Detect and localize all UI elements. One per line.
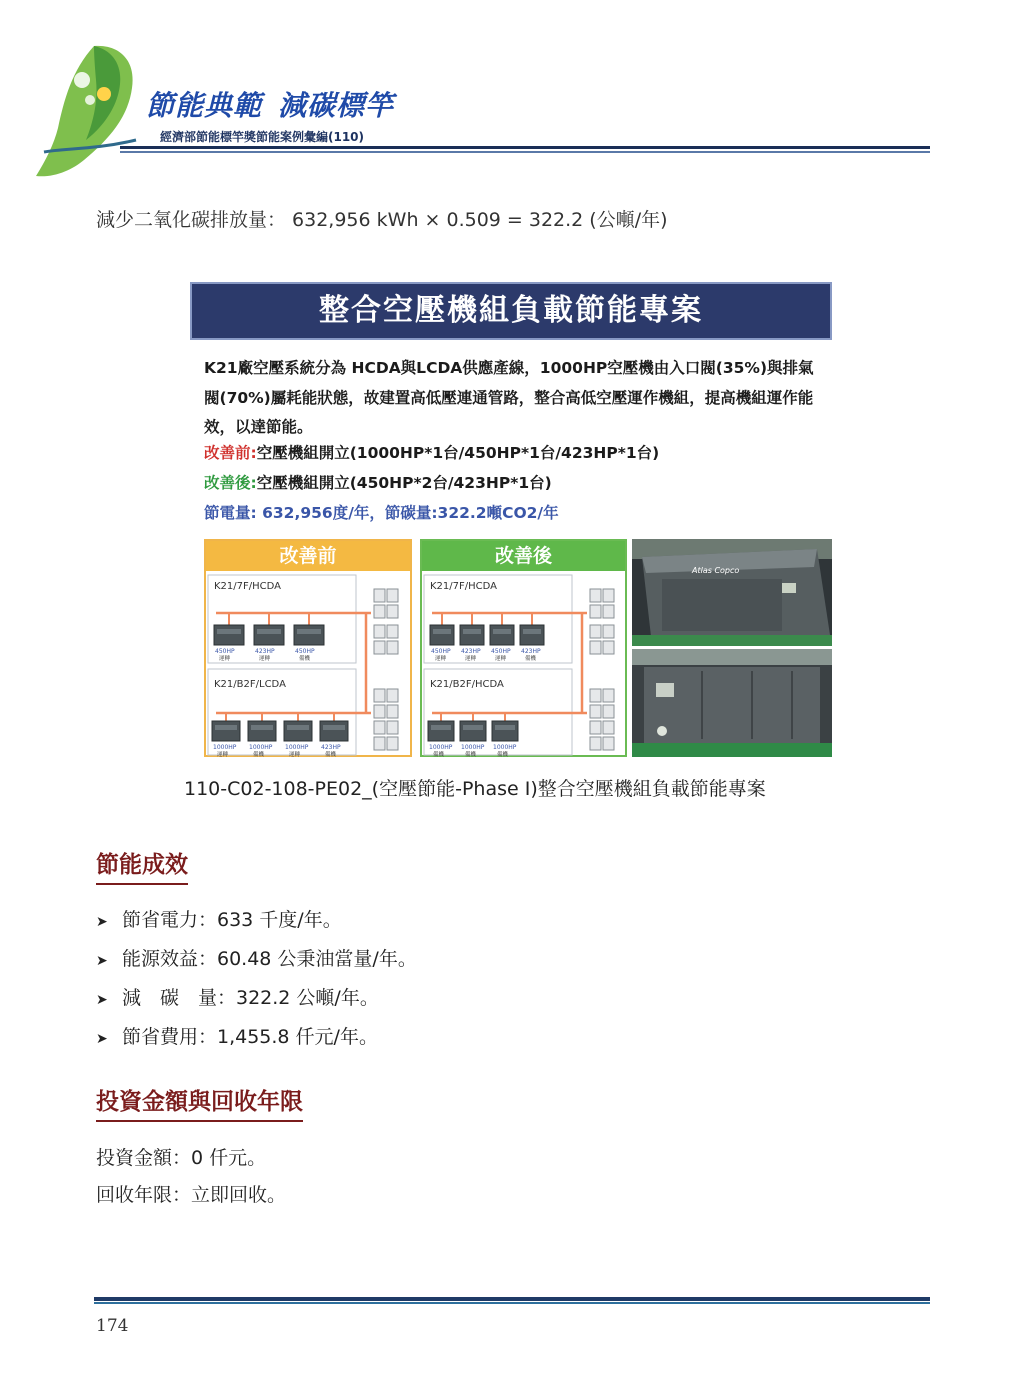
area-label-bottom: K21/B2F/LCDA <box>214 679 286 690</box>
compressor-panel <box>323 725 345 730</box>
dryer-unit <box>387 689 398 702</box>
header-title <box>146 84 410 124</box>
compressor-panel <box>257 629 281 634</box>
compressor-hp-label: 423HP <box>461 648 481 655</box>
dryer-unit <box>387 589 398 602</box>
results-list <box>96 902 417 1058</box>
dryer-unit <box>387 737 398 750</box>
compressor-photo-1 <box>632 539 832 646</box>
dryer-unit <box>590 705 601 718</box>
dryer-unit <box>603 641 614 654</box>
compressor-panel <box>523 629 541 634</box>
dryer-unit <box>603 689 614 702</box>
before-label: 改善前: <box>204 444 257 462</box>
after-panel <box>420 539 627 757</box>
compressor-panel <box>251 725 273 730</box>
saving-text: 節電量: 632,956度/年，節碳量:322.2噸CO2/年 <box>204 504 559 522</box>
dryer-unit <box>387 605 398 618</box>
compressor-panel <box>287 725 309 730</box>
dryer-unit <box>590 641 601 654</box>
arrow-bullet-icon: ➤ <box>96 1031 108 1047</box>
compressor-panel <box>463 725 483 730</box>
dryer-unit <box>374 689 385 702</box>
after-panel-title: 改善後 <box>422 541 625 571</box>
dryer-unit <box>374 737 385 750</box>
dryer-unit <box>374 625 385 638</box>
dryer-unit <box>590 737 601 750</box>
compressor-panel <box>217 629 241 634</box>
dryer-unit <box>590 721 601 734</box>
compressor-hp-label: 450HP <box>491 648 511 655</box>
compressor-status-label: 運轉 <box>495 656 507 662</box>
compressor-hp-label: 1000HP <box>429 744 453 751</box>
dryer-unit <box>603 605 614 618</box>
dryer-unit <box>603 721 614 734</box>
dryer-unit <box>387 641 398 654</box>
compressor-unit <box>520 625 544 645</box>
co2-reduction-formula: 減少二氧化碳排放量： 632,956 kWh × 0.509 = 322.2 (公噸/年) <box>96 209 668 231</box>
dryer-unit <box>590 625 601 638</box>
compressor-unit <box>490 625 514 645</box>
dryer-unit <box>387 705 398 718</box>
compressor-panel <box>433 629 451 634</box>
compressor-panel <box>215 725 237 730</box>
dryer-unit <box>374 705 385 718</box>
investment-amount: 投資金額：0 仟元。 <box>96 1147 267 1169</box>
before-diagram <box>206 573 410 757</box>
dryer-unit <box>374 721 385 734</box>
compressor-unit <box>248 721 276 741</box>
compressor-status-label: 備機 <box>253 752 265 757</box>
after-text: 空壓機組開立(450HP*2台/423HP*1台) <box>256 474 552 492</box>
compressor-status-label: 運轉 <box>219 656 231 662</box>
compressor-unit <box>460 625 484 645</box>
dryer-unit <box>590 605 601 618</box>
compressor-panel <box>463 629 481 634</box>
compressor-unit <box>284 721 312 741</box>
compressor-unit <box>214 625 244 645</box>
results-item <box>96 980 417 1019</box>
results-item-text: 節省電力：633 千度/年。 <box>122 909 342 931</box>
compressor-hp-label: 423HP <box>521 648 541 655</box>
footer-rule <box>94 1297 930 1304</box>
after-diagram <box>422 573 625 757</box>
results-item <box>96 902 417 941</box>
before-line <box>204 441 659 463</box>
compressor-panel <box>495 725 515 730</box>
compressor-unit <box>492 721 518 741</box>
dryer-unit <box>603 705 614 718</box>
page-number: 174 <box>96 1316 129 1336</box>
header-subtitle: 經濟部節能標竿獎節能案例彙編(110) <box>160 130 365 144</box>
header-title-part1: 節能典範 <box>146 89 263 122</box>
results-item-text: 減 碳 量：322.2 公噸/年。 <box>122 987 379 1009</box>
compressor-unit <box>212 721 240 741</box>
dryer-unit <box>590 689 601 702</box>
area-label-top: K21/7F/HCDA <box>214 581 282 592</box>
compressor-hp-label: 1000HP <box>493 744 517 751</box>
results-item-text: 節省費用：1,455.8 仟元/年。 <box>122 1026 378 1048</box>
dryer-unit <box>374 605 385 618</box>
figure-banner: 整合空壓機組負載節能專案 <box>190 282 832 340</box>
compressor-unit <box>460 721 486 741</box>
compressor-panel <box>493 629 511 634</box>
dryer-unit <box>387 721 398 734</box>
before-panel <box>204 539 412 757</box>
dryer-unit <box>603 737 614 750</box>
arrow-bullet-icon: ➤ <box>96 992 108 1008</box>
before-panel-title: 改善前 <box>206 541 410 571</box>
compressor-hp-label: 1000HP <box>213 744 237 751</box>
compressor-hp-label: 1000HP <box>285 744 309 751</box>
compressor-panel <box>431 725 451 730</box>
compressor-hp-label: 1000HP <box>249 744 273 751</box>
dryer-unit <box>603 589 614 602</box>
compressor-status-label: 備機 <box>299 656 311 662</box>
after-line <box>204 471 552 493</box>
compressor-unit <box>294 625 324 645</box>
compressor-unit <box>430 625 454 645</box>
compressor-hp-label: 450HP <box>215 648 235 655</box>
compressor-status-label: 運轉 <box>435 656 447 662</box>
area-label-top: K21/7F/HCDA <box>430 581 498 592</box>
dryer-unit <box>374 641 385 654</box>
compressor-panel <box>297 629 321 634</box>
compressor-status-label: 運轉 <box>289 752 301 757</box>
figure-description: K21廠空壓系統分為 HCDA與LCDA供應產線，1000HP空壓機由入口閥(35%)與排氣閥(70%)屬耗能狀態，故建置高低壓連通管路，整合高低空壓運作機組，提高機組運作能效，以達節能。 <box>204 359 814 436</box>
dryer-unit <box>590 589 601 602</box>
arrow-bullet-icon: ➤ <box>96 953 108 969</box>
results-item <box>96 941 417 980</box>
photo-brand-label: Atlas Copco <box>692 566 740 575</box>
investment-block <box>96 1140 286 1214</box>
taiwan-leaf-logo <box>24 40 164 180</box>
arrow-bullet-icon: ➤ <box>96 914 108 930</box>
compressor-hp-label: 1000HP <box>461 744 485 751</box>
header-title-part2: 減碳標竿 <box>278 89 395 122</box>
compressor-unit <box>428 721 454 741</box>
compressor-status-label: 運轉 <box>465 656 477 662</box>
header-rule <box>120 146 930 153</box>
compressor-status-label: 備機 <box>497 752 509 757</box>
before-text: 空壓機組開立(1000HP*1台/450HP*1台/423HP*1台) <box>256 444 660 462</box>
compressor-hp-label: 450HP <box>431 648 451 655</box>
results-section-title: 節能成效 <box>96 846 188 885</box>
compressor-photo-2 <box>632 649 832 757</box>
results-item-text: 能源效益：60.48 公秉油當量/年。 <box>122 948 417 970</box>
compressor-hp-label: 450HP <box>295 648 315 655</box>
compressor-unit <box>320 721 348 741</box>
compressor-status-label: 備機 <box>465 752 477 757</box>
dryer-unit <box>387 625 398 638</box>
compressor-status-label: 備機 <box>525 656 537 662</box>
compressor-status-label: 備機 <box>325 752 337 757</box>
investment-section-title: 投資金額與回收年限 <box>96 1083 303 1122</box>
after-label: 改善後: <box>204 474 257 492</box>
compressor-status-label: 運轉 <box>259 656 271 662</box>
figure-caption: 110-C02-108-PE02_(空壓節能-Phase I)整合空壓機組負載節能專案 <box>184 778 766 800</box>
investment-payback: 回收年限：立即回收。 <box>96 1184 287 1206</box>
compressor-hp-label: 423HP <box>321 744 341 751</box>
dryer-unit <box>603 625 614 638</box>
compressor-status-label: 運轉 <box>217 752 229 757</box>
compressor-unit <box>254 625 284 645</box>
area-label-bottom: K21/B2F/HCDA <box>430 679 504 690</box>
compressor-hp-label: 423HP <box>255 648 275 655</box>
dryer-unit <box>374 589 385 602</box>
results-item <box>96 1019 417 1058</box>
compressor-status-label: 備機 <box>433 752 445 757</box>
